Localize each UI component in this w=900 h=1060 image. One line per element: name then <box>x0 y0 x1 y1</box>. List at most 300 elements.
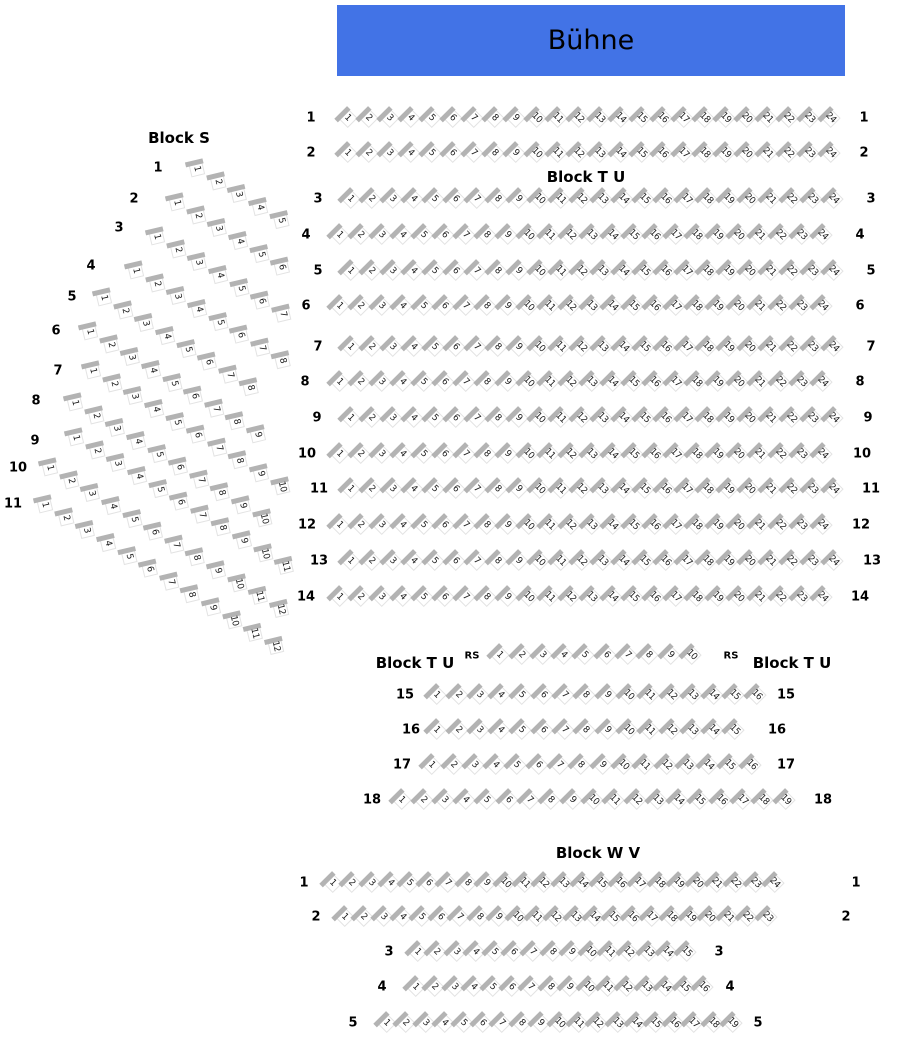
seat[interactable] <box>103 337 119 353</box>
seat[interactable] <box>576 645 595 664</box>
seat[interactable] <box>109 421 125 437</box>
seat-number: 12 <box>574 191 590 207</box>
seat[interactable] <box>189 550 205 566</box>
seat[interactable] <box>254 293 270 309</box>
seat[interactable] <box>577 685 596 704</box>
seat[interactable] <box>208 401 224 417</box>
seat-number: 10 <box>521 517 537 533</box>
seat[interactable] <box>235 498 251 514</box>
seat[interactable] <box>236 533 252 549</box>
seat[interactable] <box>191 255 207 271</box>
seat[interactable] <box>163 574 179 590</box>
seat-number: 5 <box>481 794 493 806</box>
seat-number: 23 <box>794 298 810 314</box>
seat[interactable] <box>151 446 167 462</box>
seat-number: 3 <box>469 759 480 771</box>
seat-number: 9 <box>238 537 250 545</box>
seat[interactable] <box>414 790 433 809</box>
seat[interactable] <box>211 221 227 237</box>
seat[interactable] <box>63 473 79 489</box>
seat[interactable] <box>640 645 659 664</box>
seat[interactable] <box>273 212 289 228</box>
seat[interactable] <box>661 645 680 664</box>
seat[interactable] <box>662 685 681 704</box>
seat[interactable] <box>392 790 411 809</box>
seat-number: 5 <box>487 981 499 993</box>
seat[interactable] <box>662 720 681 739</box>
seat[interactable] <box>726 685 745 704</box>
seat-number: 16 <box>749 687 764 703</box>
seat[interactable] <box>813 372 832 391</box>
seat-number: 5 <box>418 376 430 388</box>
seat-number: 8 <box>492 483 504 495</box>
row-label-right: 4 <box>725 979 735 995</box>
seat[interactable] <box>170 242 186 258</box>
seat-number: 4 <box>147 366 159 375</box>
seat-number: 2 <box>355 300 367 312</box>
seat[interactable] <box>513 685 532 704</box>
seat[interactable] <box>268 638 284 654</box>
seat-number: 1 <box>171 199 183 207</box>
seat[interactable] <box>169 195 185 211</box>
row-label-left: 9 <box>312 410 322 426</box>
seat-number: 15 <box>626 298 642 314</box>
seat-number: 2 <box>366 555 378 567</box>
seat-number: 21 <box>763 191 779 207</box>
row-label-left: 1 <box>306 110 316 126</box>
seat[interactable] <box>88 408 104 424</box>
seat-number: 1 <box>87 367 99 375</box>
seat-number: 2 <box>355 448 367 460</box>
seat[interactable] <box>449 685 468 704</box>
seat[interactable] <box>694 977 713 996</box>
row-label-left: 5 <box>67 289 77 305</box>
seat[interactable] <box>813 296 832 315</box>
seat[interactable] <box>233 280 249 296</box>
seat[interactable] <box>821 108 840 127</box>
row-label-left: 8 <box>31 393 41 409</box>
seat[interactable] <box>478 790 497 809</box>
seat-number: 3 <box>365 877 377 889</box>
seat-number: 6 <box>439 376 451 388</box>
seat-number: 12 <box>563 227 579 243</box>
seat-number: 14 <box>575 875 590 891</box>
seat[interactable] <box>110 456 126 472</box>
seat[interactable] <box>813 444 832 463</box>
seat[interactable] <box>640 720 659 739</box>
seat-number: 21 <box>763 410 779 426</box>
seat[interactable] <box>106 376 122 392</box>
seat[interactable] <box>79 523 95 539</box>
seat[interactable] <box>657 755 676 774</box>
seat-number: 5 <box>516 689 528 701</box>
seat-number: 1 <box>345 193 357 205</box>
seat[interactable] <box>824 551 843 570</box>
seat[interactable] <box>542 790 561 809</box>
seat-number: 24 <box>815 446 831 462</box>
seat-number: 8 <box>191 554 203 562</box>
seat[interactable] <box>130 433 146 449</box>
seat[interactable] <box>813 225 832 244</box>
seat[interactable] <box>534 685 553 704</box>
seat[interactable] <box>597 645 616 664</box>
seat[interactable] <box>824 408 843 427</box>
seat-number: 9 <box>513 483 525 495</box>
seat[interactable] <box>513 720 532 739</box>
seat[interactable] <box>577 720 596 739</box>
seat-number: 16 <box>647 589 663 605</box>
seat[interactable] <box>187 388 203 404</box>
seat[interactable] <box>534 720 553 739</box>
seat-number: 4 <box>495 724 507 736</box>
seat-number: 5 <box>426 112 438 124</box>
seat[interactable] <box>274 479 290 495</box>
seat-number: 4 <box>490 759 502 771</box>
seat[interactable] <box>127 389 143 405</box>
seat-number: 12 <box>574 410 590 426</box>
seat-number: 19 <box>721 339 737 355</box>
seat-number: 6 <box>538 689 549 701</box>
seat-number: 18 <box>700 339 716 355</box>
seat-number: 19 <box>778 792 793 808</box>
seat[interactable] <box>172 459 188 475</box>
seat-number: 2 <box>358 911 370 923</box>
seat-number: 16 <box>744 757 759 773</box>
seat[interactable] <box>278 558 294 574</box>
seat[interactable] <box>572 755 591 774</box>
seat[interactable] <box>231 187 247 203</box>
seat[interactable] <box>813 515 832 534</box>
seat-number: 16 <box>613 875 629 891</box>
seat[interactable] <box>273 601 289 617</box>
seat[interactable] <box>201 354 217 370</box>
seat-number: 17 <box>679 191 695 207</box>
seat[interactable] <box>821 143 840 162</box>
seat[interactable] <box>126 511 142 527</box>
seat-number: 23 <box>748 875 763 891</box>
seat-number: 9 <box>481 877 492 889</box>
seat-number: 10 <box>586 792 601 808</box>
seat-number: 20 <box>731 589 747 605</box>
seat[interactable] <box>712 790 731 809</box>
seat-number: 3 <box>474 724 485 736</box>
seat-number: 7 <box>468 147 480 159</box>
seat-number: 9 <box>255 470 267 478</box>
seat[interactable] <box>257 546 273 562</box>
seat[interactable] <box>214 485 230 501</box>
seat[interactable] <box>193 472 209 488</box>
seat[interactable] <box>168 537 184 553</box>
seat-number: 5 <box>275 216 287 225</box>
seat-number: 7 <box>454 911 466 923</box>
seat[interactable] <box>721 755 740 774</box>
seat[interactable] <box>813 587 832 606</box>
row-label-right: 2 <box>841 909 851 925</box>
seat[interactable] <box>222 367 238 383</box>
seat-number: 13 <box>592 145 608 161</box>
seat-number: 8 <box>489 112 501 124</box>
seat-number: 5 <box>128 515 140 524</box>
seat-number: 23 <box>805 410 821 426</box>
seat-number: 2 <box>355 591 367 603</box>
seat[interactable] <box>128 263 144 279</box>
seat-number: 19 <box>718 145 734 161</box>
seat[interactable] <box>593 755 612 774</box>
seat[interactable] <box>635 755 654 774</box>
seat-number: 13 <box>556 875 571 891</box>
seat-number: 13 <box>595 553 611 569</box>
seat-number: 15 <box>727 722 743 738</box>
seat[interactable] <box>726 720 745 739</box>
seat-number: 3 <box>112 459 124 468</box>
seat[interactable] <box>508 755 527 774</box>
seat[interactable] <box>723 1013 742 1032</box>
seat-number: 8 <box>481 591 493 603</box>
row-label-right: 17 <box>776 757 796 773</box>
seat-number: 4 <box>102 539 114 548</box>
seat[interactable] <box>682 645 701 664</box>
seat[interactable] <box>742 755 761 774</box>
seat[interactable] <box>824 189 843 208</box>
seat[interactable] <box>776 790 795 809</box>
seat[interactable] <box>529 755 548 774</box>
seat[interactable] <box>190 427 206 443</box>
seat[interactable] <box>640 685 659 704</box>
seat-number: 10 <box>621 687 636 703</box>
seat[interactable] <box>149 229 165 245</box>
seat[interactable] <box>131 468 147 484</box>
seat[interactable] <box>252 588 268 604</box>
seat[interactable] <box>190 208 206 224</box>
seat-number: 9 <box>237 502 249 510</box>
seat-number: 11 <box>517 875 533 891</box>
seat-number: 3 <box>126 353 138 362</box>
seat-number: 12 <box>574 263 590 279</box>
seat[interactable] <box>37 497 53 513</box>
block-tu-rear-right-title: Block T U <box>752 654 832 672</box>
row-label-right: 5 <box>753 1015 763 1031</box>
seat-number: 9 <box>566 794 578 806</box>
seat[interactable] <box>499 790 518 809</box>
seat[interactable] <box>96 290 112 306</box>
seat[interactable] <box>677 942 696 961</box>
seat-number: 11 <box>553 410 569 426</box>
seat[interactable] <box>232 233 248 249</box>
seat[interactable] <box>605 790 624 809</box>
seat-number: 10 <box>227 614 240 627</box>
seat-number: 9 <box>513 555 525 567</box>
seat[interactable] <box>166 375 182 391</box>
seat[interactable] <box>232 453 248 469</box>
seat[interactable] <box>231 576 247 592</box>
seat-number: 3 <box>111 424 123 433</box>
seat[interactable] <box>189 161 205 177</box>
seat-number: 19 <box>710 589 726 605</box>
seat-number: 13 <box>595 263 611 279</box>
seat-number: 18 <box>689 446 705 462</box>
seat[interactable] <box>691 790 710 809</box>
seat[interactable] <box>148 401 164 417</box>
row-label-left: 13 <box>309 553 329 569</box>
seat[interactable] <box>233 327 249 343</box>
seat[interactable] <box>427 720 446 739</box>
seat[interactable] <box>138 316 154 332</box>
seat-number: 7 <box>442 877 454 889</box>
row-label-left: 9 <box>30 433 40 449</box>
seat[interactable] <box>226 613 242 629</box>
seat-number: 7 <box>170 541 182 549</box>
seat[interactable] <box>215 520 231 536</box>
seat[interactable] <box>824 261 843 280</box>
seat-number: 4 <box>439 1017 450 1029</box>
seat[interactable] <box>58 510 74 526</box>
seat[interactable] <box>145 362 161 378</box>
seat-number: 1 <box>345 483 357 495</box>
row-label-right: 13 <box>862 553 882 569</box>
seat-number: 17 <box>668 589 684 605</box>
seat[interactable] <box>142 561 158 577</box>
seat[interactable] <box>598 685 617 704</box>
seat-number: 19 <box>721 410 737 426</box>
seat[interactable] <box>82 324 98 340</box>
seat[interactable] <box>274 259 290 275</box>
seat-number: 1 <box>410 981 422 993</box>
seat-number: 14 <box>613 110 629 126</box>
row-label-left: 18 <box>362 792 382 808</box>
seat[interactable] <box>427 685 446 704</box>
seat[interactable] <box>598 720 617 739</box>
seat[interactable] <box>563 790 582 809</box>
seat-number: 18 <box>664 909 679 925</box>
seat[interactable] <box>205 600 221 616</box>
seat[interactable] <box>169 414 185 430</box>
seat-number: 2 <box>366 341 378 353</box>
seat[interactable] <box>105 498 121 514</box>
seat-number: 6 <box>276 263 288 271</box>
seat[interactable] <box>85 363 101 379</box>
seat[interactable] <box>210 563 226 579</box>
seat[interactable] <box>254 340 270 356</box>
seat[interactable] <box>275 353 291 369</box>
row-label-right: 10 <box>852 446 872 462</box>
seat-number: 21 <box>763 263 779 279</box>
seat-number: 4 <box>408 555 420 567</box>
seat[interactable] <box>256 511 272 527</box>
seat[interactable] <box>159 328 175 344</box>
seat[interactable] <box>253 466 269 482</box>
seat[interactable] <box>121 548 137 564</box>
seat-number: 10 <box>532 410 548 426</box>
seat-number: 19 <box>721 481 737 497</box>
seat[interactable] <box>247 625 263 641</box>
seat[interactable] <box>758 907 777 926</box>
seat[interactable] <box>627 790 646 809</box>
seat[interactable] <box>170 289 186 305</box>
seat-number: 24 <box>826 339 842 355</box>
seat[interactable] <box>765 873 784 892</box>
row-label-left: 17 <box>392 757 412 773</box>
seat[interactable] <box>229 414 245 430</box>
seat-number: 8 <box>481 448 493 460</box>
seat-number: 6 <box>144 565 156 573</box>
seat-number: 6 <box>174 463 186 471</box>
seat-number: 7 <box>527 946 539 958</box>
seat-number: 23 <box>794 589 810 605</box>
seat[interactable] <box>747 685 766 704</box>
seat-number: 6 <box>439 229 451 241</box>
seat[interactable] <box>253 246 269 262</box>
seat[interactable] <box>68 430 84 446</box>
seat[interactable] <box>212 314 228 330</box>
seat-number: 8 <box>186 591 198 599</box>
seat[interactable] <box>124 350 140 366</box>
seat-number: 16 <box>658 339 674 355</box>
seat[interactable] <box>149 276 165 292</box>
seat-number: 10 <box>532 263 548 279</box>
block-tu-rear-left-title: Block T U <box>375 654 455 672</box>
seat[interactable] <box>89 443 105 459</box>
seat-number: 1 <box>39 501 51 509</box>
seat[interactable] <box>194 507 210 523</box>
seat[interactable] <box>184 587 200 603</box>
row-label-left: 7 <box>53 363 63 379</box>
seat-number: 2 <box>429 981 441 993</box>
seat[interactable] <box>422 755 441 774</box>
seat[interactable] <box>275 306 291 322</box>
seat[interactable] <box>449 720 468 739</box>
seat[interactable] <box>490 645 509 664</box>
seat-number: 9 <box>535 1017 546 1029</box>
seat-number: 7 <box>468 112 480 124</box>
seat[interactable] <box>512 645 531 664</box>
seat-number: 21 <box>752 298 768 314</box>
seat-number: 16 <box>655 110 671 126</box>
seat[interactable] <box>67 395 83 411</box>
seat-number: 11 <box>542 374 558 390</box>
seat[interactable] <box>147 524 163 540</box>
seat-number: 13 <box>584 298 600 314</box>
seat-number: 11 <box>253 590 266 603</box>
seat[interactable] <box>211 440 227 456</box>
seat[interactable] <box>210 174 226 190</box>
seat[interactable] <box>42 460 58 476</box>
seat-number: 6 <box>192 431 204 439</box>
seat[interactable] <box>824 337 843 356</box>
seat[interactable] <box>173 494 189 510</box>
seat[interactable] <box>180 341 196 357</box>
seat[interactable] <box>191 301 207 317</box>
seat[interactable] <box>117 303 133 319</box>
seat[interactable] <box>824 479 843 498</box>
seat[interactable] <box>212 267 228 283</box>
seat-number: 10 <box>532 481 548 497</box>
seat[interactable] <box>84 486 100 502</box>
seat-number: 11 <box>550 110 566 126</box>
seat[interactable] <box>243 380 259 396</box>
seat-number: 16 <box>658 481 674 497</box>
seat[interactable] <box>444 755 463 774</box>
seat[interactable] <box>755 790 774 809</box>
seat[interactable] <box>252 199 268 215</box>
row-label-left: 4 <box>86 258 96 274</box>
seat-number: 20 <box>702 909 718 925</box>
row-label-right: 3 <box>714 944 724 960</box>
seat[interactable] <box>152 481 168 497</box>
seat-number: 14 <box>629 1015 644 1031</box>
seat[interactable] <box>250 427 266 443</box>
seat[interactable] <box>100 535 116 551</box>
seat-number: 17 <box>668 374 684 390</box>
